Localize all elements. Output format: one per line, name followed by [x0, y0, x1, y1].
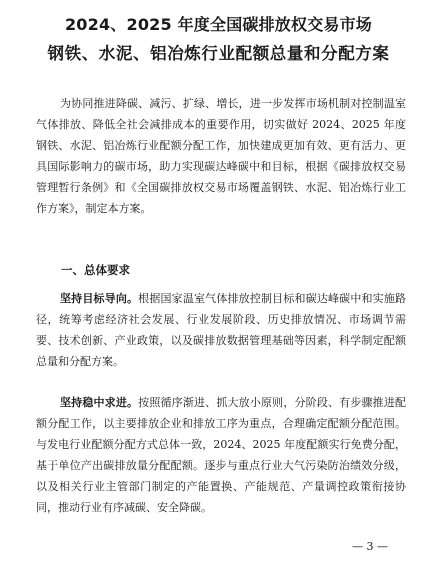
document-title-line-1: 2024、2025 年度全国碳排放权交易市场 — [64, 15, 373, 34]
paragraph-1-lead: 坚持目标导向。 — [60, 292, 139, 305]
paragraph-2 — [36, 392, 406, 518]
paragraph-1-text: 根据国家温室气体排放控制目标和碳达峰碳中和实施路径，统筹考虑经济社会发展、行业发展阶段、历史排放情况、市场调节需要、技术创新、产业政策，以及碳排放数据管理基础等因素，科学制定配额总量和分配方案。 — [36, 292, 407, 368]
paragraph-2-block — [36, 392, 406, 518]
document-title-line-2: 钢铁、水泥、铝冶炼行业配额总量和分配方案 — [47, 44, 390, 63]
section-heading: 一、总体要求 — [61, 263, 130, 277]
intro-paragraph-block — [36, 93, 406, 219]
paragraph-1 — [36, 288, 406, 372]
paragraph-1-block — [36, 288, 406, 372]
page-number: — 3 — — [352, 540, 388, 553]
intro-paragraph: 为协同推进降碳、减污、扩绿、增长，进一步发挥市场机制对控制温室气体排放、降低全社会减排成本的重要作用，切实做好 2024、2025 年度钢铁、水泥、铝冶炼行业配额分配工作，加快建成更加有效、更有活力、更具国际影响力的碳市场，助力实现碳达峰碳中和目标，根据《碳排放权交易管理暂行条例》和《全国碳排放权交易市场覆盖钢铁、水泥、铝冶炼行业工作方案》，制定本方案。 — [36, 97, 406, 215]
paragraph-2-lead: 坚持稳中求进。 — [60, 396, 139, 409]
paragraph-2-text: 按照循序渐进、抓大放小原则，分阶段、有步骤推进配额分配工作，以主要排放企业和排放工序为重点，合理确定配额分配范围。与发电行业配额分配方式总体一致，2024、2025 年度配额实行免费分配，基于单位产出碳排放量分配配额。逐步与重点行业大气污染防治绩效分级，以及相关行业主管部门制定的产能置换、产能规范、产量调控政策衔接协同，推动行业有序减碳、安全降碳。 — [36, 396, 407, 514]
